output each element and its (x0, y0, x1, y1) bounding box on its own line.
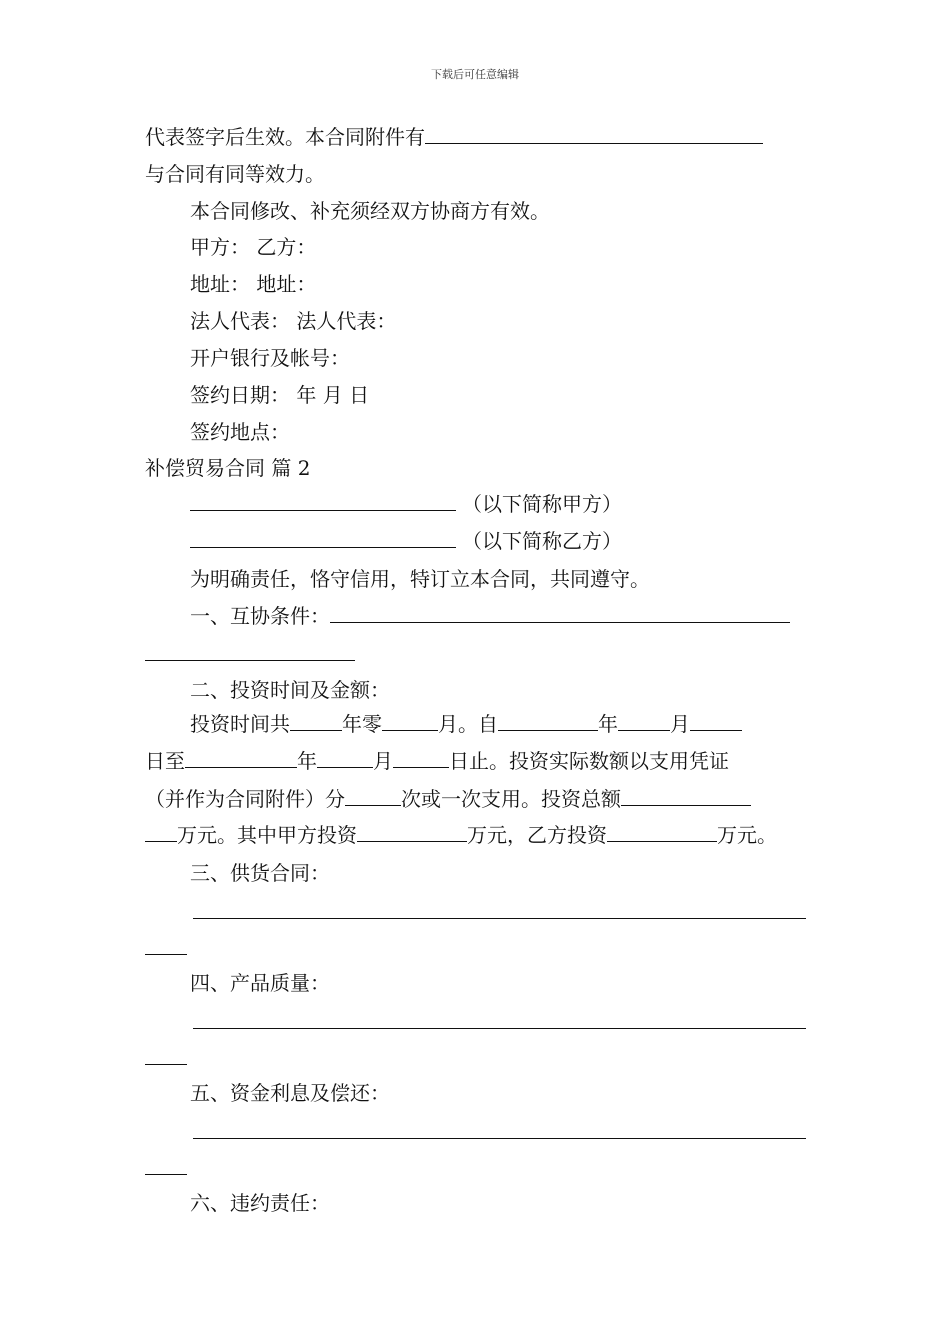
blank-field (190, 528, 456, 548)
text: 年 (598, 712, 618, 736)
blank-field (193, 1028, 806, 1029)
text: 月 (670, 712, 690, 736)
clause-3: 三、供货合同： (190, 861, 330, 885)
text: 代表签字后生效。本合同附件有 (145, 125, 425, 149)
paragraph-line (145, 124, 763, 150)
text: 投资时间共 (190, 712, 290, 736)
blank-field (618, 711, 670, 731)
clause-4: 四、产品质量： (190, 971, 330, 995)
blank-field (290, 711, 342, 731)
blank-field (193, 918, 806, 919)
text: 月 (373, 749, 393, 773)
text: 万元。其中甲方投资 (177, 823, 357, 847)
text: （以下简称甲方） (462, 492, 622, 516)
blank-field (607, 822, 717, 842)
bank-account-line: 开户银行及帐号： (190, 346, 350, 370)
blank-field (190, 491, 456, 511)
blank-field (185, 748, 297, 768)
blank-field (145, 1064, 187, 1065)
address-line: 地址： 地址： (190, 272, 317, 296)
blank-field (357, 822, 467, 842)
text: 万元。 (717, 823, 777, 847)
blank-field (145, 1174, 187, 1175)
text: 年零 (342, 712, 382, 736)
representative-line: 法人代表： 法人代表： (190, 309, 397, 333)
clause-2-line-b (145, 748, 729, 774)
blank-field (498, 711, 598, 731)
text: 一、互协条件： (190, 604, 330, 628)
blank-field (145, 954, 187, 955)
text: 万元，乙方投资 (467, 823, 607, 847)
text: 月。自 (438, 712, 498, 736)
clause-2-line-d (145, 822, 777, 848)
clause-5: 五、资金利息及偿还： (190, 1081, 390, 1105)
clause-2-line-c (145, 786, 751, 812)
text: 年 (297, 749, 317, 773)
blank-field (317, 748, 373, 768)
blank-field (425, 124, 763, 144)
clause-1 (190, 603, 790, 629)
sign-date-line: 签约日期： 年 月 日 (190, 383, 370, 407)
blank-field (621, 786, 751, 806)
clause-6: 六、违约责任： (190, 1191, 330, 1215)
blank-field (145, 660, 355, 661)
paragraph-line: 与合同有同等效力。 (145, 162, 325, 186)
text: 次或一次支用。投资总额 (401, 787, 621, 811)
clause-2-line-a (190, 711, 742, 737)
page-header: 下载后可任意编辑 (431, 68, 519, 81)
party-a-line (190, 491, 622, 517)
party-b-line (190, 528, 622, 554)
blank-field (382, 711, 438, 731)
intro-line: 为明确责任，恪守信用，特订立本合同，共同遵守。 (190, 567, 650, 591)
blank-field (145, 822, 177, 842)
clause-2: 二、投资时间及金额： (190, 678, 390, 702)
party-line: 甲方： 乙方： (190, 235, 317, 259)
text: （并作为合同附件）分 (145, 787, 345, 811)
blank-field (690, 711, 742, 731)
blank-field (345, 786, 401, 806)
blank-field (193, 1138, 806, 1139)
blank-field (393, 748, 449, 768)
text: 日止。投资实际数额以支用凭证 (449, 749, 729, 773)
section-title: 补偿贸易合同 篇 2 (145, 456, 311, 480)
paragraph-line: 本合同修改、补充须经双方协商方有效。 (190, 199, 550, 223)
text: 日至 (145, 749, 185, 773)
text: （以下简称乙方） (462, 529, 622, 553)
blank-field (330, 603, 790, 623)
sign-place-line: 签约地点： (190, 420, 290, 444)
